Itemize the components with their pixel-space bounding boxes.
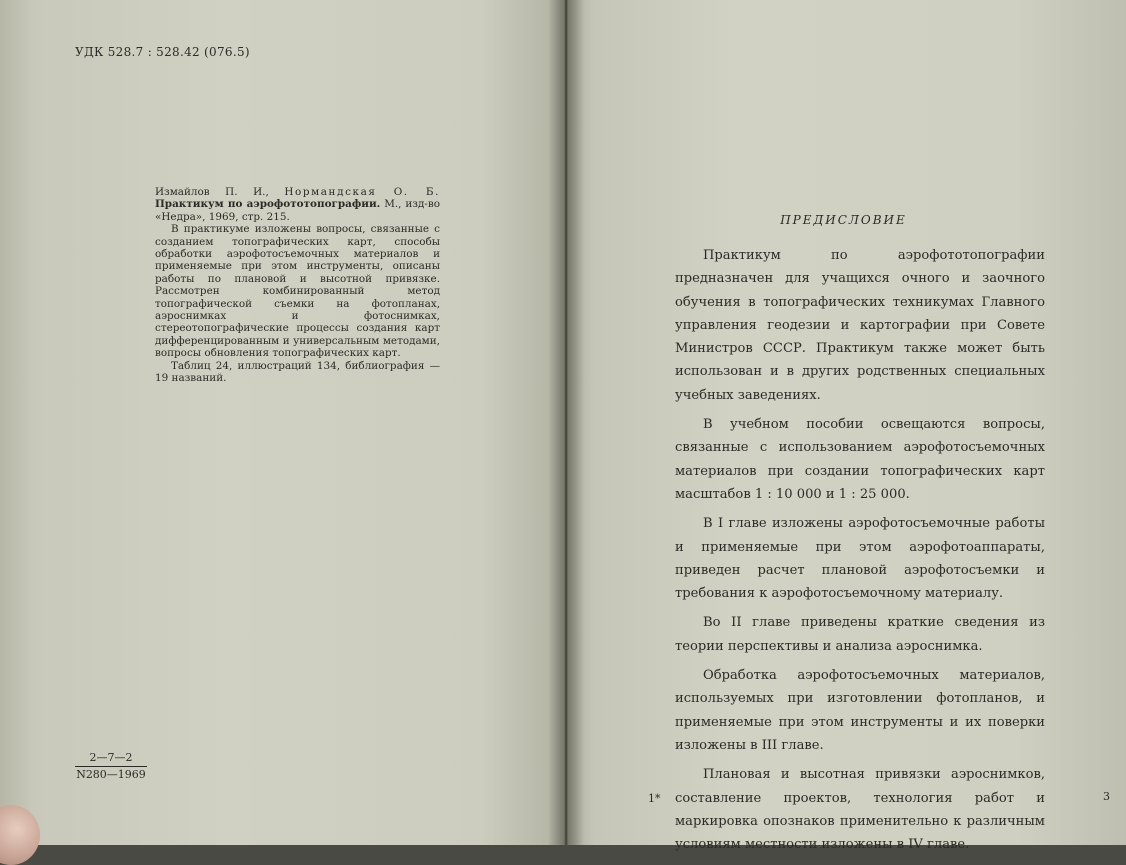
udk-code: УДК 528.7 : 528.42 (076.5) [75, 45, 250, 59]
bibliographic-abstract [155, 186, 440, 385]
publisher-code-divider [75, 766, 147, 767]
book-gutter [548, 0, 584, 845]
preface-paragraph: В I главе изложены аэрофотосъемочные работы и применяемые при этом аэрофотоаппараты, приведен расчет плановой аэрофотосъемки и требования к аэрофотосъемочному материалу. [675, 516, 1045, 602]
author-1: Измайлов П. И., [155, 186, 269, 198]
publisher-code-top: 2—7—2 [89, 751, 133, 764]
abstract-citation [155, 186, 440, 223]
publisher-code [75, 751, 147, 782]
preface-paragraph: Во II главе приведены краткие сведения из теории перспективы и анализа аэроснимка. [675, 615, 1045, 654]
preface-paragraph: Обработка аэрофотосъемочных материалов, используемых при изготовлении фотопланов, и применяемые при этом инструменты и их поверки изложены в III главе. [675, 668, 1045, 753]
publisher-code-bottom: N280—1969 [76, 768, 146, 781]
abstract-paragraph: В практикуме изложены вопросы, связанные с созданием топографических карт, способы обработки аэрофотосъемочных материалов и применяемые при этом инструменты, описаны работы по плановой и высотной привязке. Рассмотрен комбинированный метод топографической съемки на фотопланах, аэроснимках и фотоснимках, стереотопографические процессы создания карт дифференцированным и универсальным методами, вопросы обновления топографических карт. [155, 223, 440, 360]
preface-paragraph: Практикум по аэрофототопографии предназначен для учащихся очного и заочного обучения в топографических техникумах Главного управления геодезии и картографии при Совете Министров СССР. Практикум также может быть использован и в других родственных специальных учебных заведениях. [675, 248, 1045, 403]
preface-body [675, 244, 1045, 862]
page-number: 3 [1103, 790, 1110, 803]
abstract-stats: Таблиц 24, иллюстраций 134, библиография — 19 названий. [155, 359, 440, 385]
book-title: Практикум по аэрофототопографии. [155, 198, 381, 211]
preface-paragraph: Плановая и высотная привязки аэроснимков, составление проектов, технология работ и маркировка опознаков применительно к различным условиям местности изложены в IV главе. [675, 767, 1045, 853]
left-page [0, 0, 566, 845]
preface-paragraph: В учебном пособии освещаются вопросы, связанные с использованием аэрофотосъемочных материалов при создании топографических карт масштабов 1 : 10 000 и 1 : 25 000. [675, 417, 1045, 502]
publisher-info: М., изд-во «Недра», 1969, стр. 215. [155, 198, 440, 223]
signature-mark: 1* [648, 792, 661, 805]
preface-heading: ПРЕДИСЛОВИЕ [780, 213, 907, 227]
author-2: Нормандская О. Б. [284, 186, 440, 198]
